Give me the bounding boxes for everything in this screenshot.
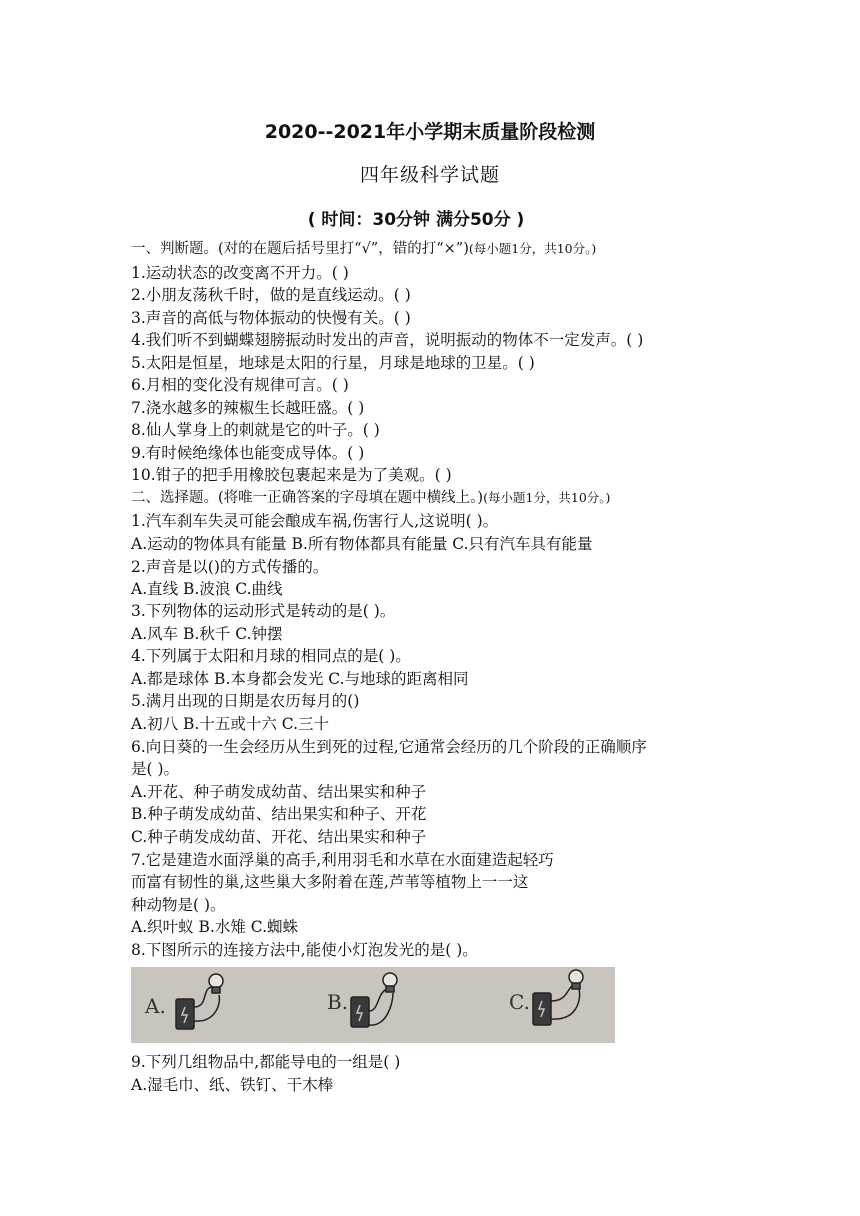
wire	[551, 985, 573, 1001]
question-line: 种动物是( )。	[131, 896, 226, 914]
question-line: 9.有时候绝缘体也能变成导体。( )	[131, 444, 365, 462]
figure-label-a: A.	[145, 994, 166, 1018]
section1-heading: 一、判断题。(对的在题后括号里打“√”，错的打“×”)	[131, 241, 469, 257]
wire	[194, 987, 213, 1007]
question-line: 7.它是建造水面浮巢的高手,利用羽毛和水草在水面建造起轻巧	[131, 851, 554, 869]
option-line: C.种子萌发成幼苗、开花、结出果实和种子	[131, 828, 427, 846]
figure-label-c: C.	[509, 990, 530, 1014]
option-line: A.初八 B.十五或十六 C.三十	[131, 715, 330, 733]
question-line: 8.仙人掌身上的刺就是它的叶子。( )	[131, 421, 380, 439]
battery-icon	[351, 997, 369, 1027]
question-line: 2.小朋友荡秋千时，做的是直线运动。( )	[131, 286, 411, 304]
question-line: 3.声音的高低与物体振动的快慢有关。( )	[131, 309, 411, 327]
option-line: A.直线 B.波浪 C.曲线	[131, 580, 283, 598]
wire	[369, 989, 387, 1011]
bulb-base	[212, 987, 220, 993]
question-line: 3.下列物体的运动形式是转动的是( )。	[131, 602, 396, 620]
question-line: 8.下图所示的连接方法中,能使小灯泡发光的是( )。	[131, 941, 478, 959]
question-line: 4.下列属于太阳和月球的相同点的是( )。	[131, 647, 411, 665]
option-line: A.风车 B.秋千 C.钟摆	[131, 625, 283, 643]
bulb-icon	[569, 970, 583, 984]
question-line: 10.钳子的把手用橡胶包裹起来是为了美观。( )	[131, 466, 452, 484]
question-line: 1.运动状态的改变离不开力。( )	[131, 264, 349, 282]
exam-title: 2020--2021年小学期末质量阶段检测	[264, 121, 596, 143]
circuit-figure	[131, 967, 615, 1043]
bulb-icon	[383, 973, 397, 987]
exam-subtitle: 四年级科学试题	[359, 164, 500, 186]
wire	[194, 995, 219, 1021]
section2-heading-line	[131, 487, 610, 509]
circuit-b	[351, 973, 397, 1027]
option-line: A.运动的物体具有能量 B.所有物体都具有能量 C.只有汽车具有能量	[131, 535, 593, 553]
option-line: A.都是球体 B.本身都会发光 C.与地球的距离相同	[131, 670, 469, 688]
question-line: 5.满月出现的日期是农历每月的()	[131, 692, 360, 710]
question-line: 5.太阳是恒星，地球是太阳的行星，月球是地球的卫星。( )	[131, 354, 535, 372]
battery-icon	[176, 999, 194, 1029]
section2-heading: 二、选择题。(将唯一正确答案的字母填在题中横线上。)	[131, 490, 484, 506]
question-line: 而富有韧性的巢,这些巢大多附着在莲,芦苇等植物上一一这	[131, 873, 529, 891]
question-line: 2.声音是以()的方式传播的。	[131, 558, 329, 576]
circuit-a	[176, 974, 223, 1029]
question-line: 9.下列几组物品中,都能导电的一组是( )	[131, 1053, 401, 1071]
option-line: A.湿毛巾、纸、铁钉、干木棒	[131, 1076, 334, 1094]
bulb-base	[572, 983, 580, 989]
question-line: 是( )。	[131, 760, 180, 778]
option-line: A.织叶蚁 B.水雉 C.蜘蛛	[131, 918, 299, 936]
circuit-c	[533, 970, 583, 1025]
wire	[369, 993, 393, 1025]
question-line: 7.浇水越多的辣椒生长越旺盛。( )	[131, 399, 365, 417]
section1-heading-line	[131, 238, 596, 260]
circuit-diagram	[131, 967, 615, 1043]
exam-meta: ( 时间：30分钟 满分50分 )	[307, 210, 525, 230]
section2-note: (每小题1分，共10分。)	[483, 490, 611, 505]
option-line: A.开花、种子萌发成幼苗、结出果实和种子	[131, 783, 427, 801]
bulb-base	[386, 986, 394, 992]
wire	[551, 989, 580, 1019]
question-line: 4.我们听不到蝴蝶翅膀振动时发出的声音，说明振动的物体不一定发声。( )	[131, 331, 644, 349]
question-line: 1.汽车刹车失灵可能会酿成车祸,伤害行人,这说明( )。	[131, 512, 499, 530]
section1-note: (每小题1分，共10分。)	[468, 241, 597, 256]
figure-label-b: B.	[327, 990, 349, 1014]
question-line: 6.月相的变化没有规律可言。( )	[131, 376, 349, 394]
question-line: 6.向日葵的一生会经历从生到死的过程,它通常会经历的几个阶段的正确顺序	[131, 738, 647, 756]
option-line: B.种子萌发成幼苗、结出果实和种子、开花	[131, 805, 427, 823]
bulb-icon	[209, 974, 223, 988]
